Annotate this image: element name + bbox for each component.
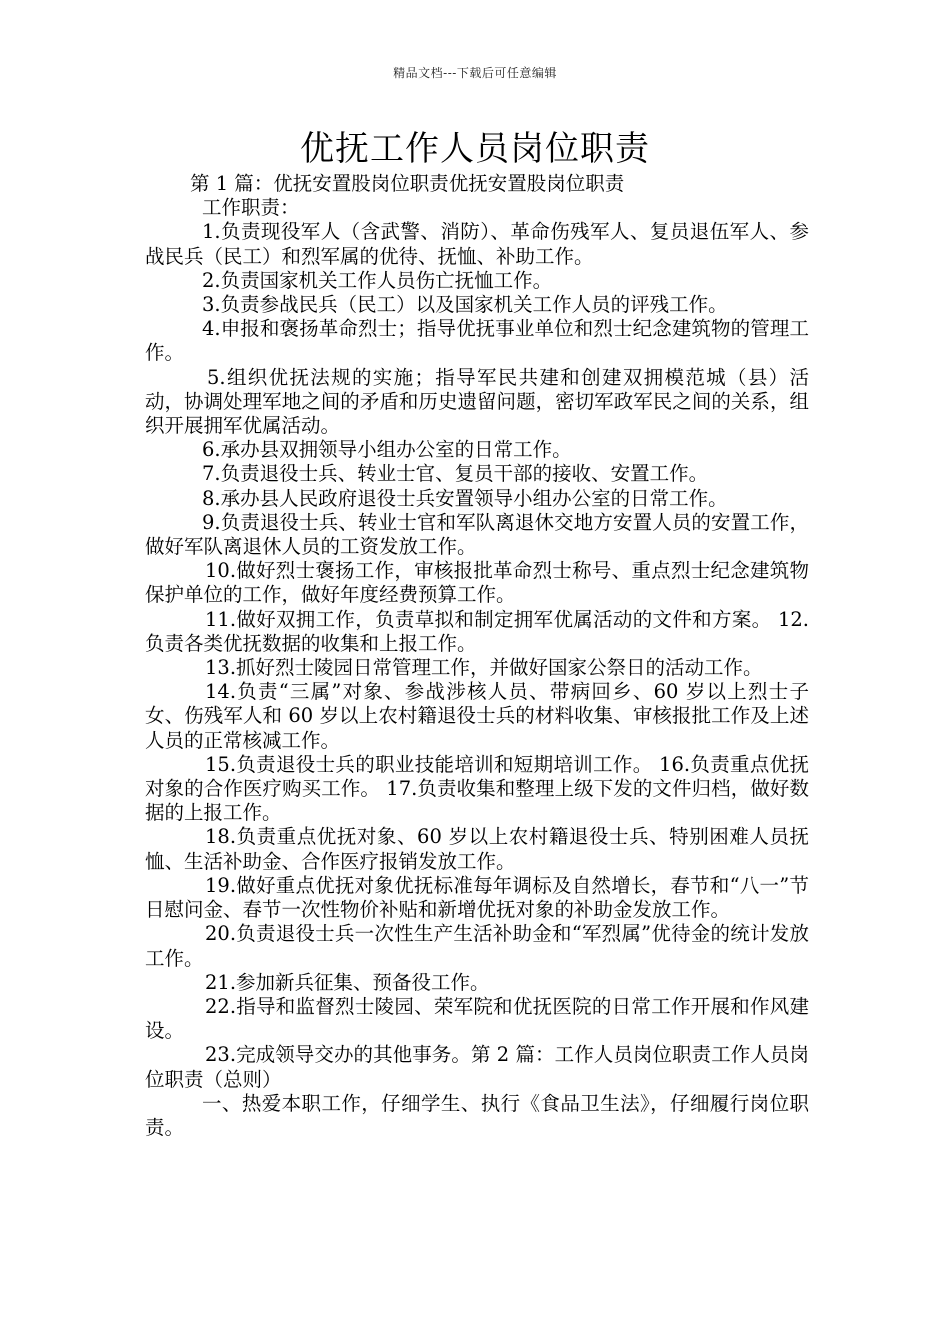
paragraph: 3.负责参战民兵（民工）以及国家机关工作人员的评残工作。 bbox=[202, 293, 728, 317]
paragraph: 一、热爱本职工作，仔细学生、执行《食品卫生法》，仔细履行岗位职责。 bbox=[145, 1091, 809, 1139]
section-heading: 工作职责： bbox=[202, 196, 300, 220]
page-header-note: 精品文档---下载后可任意编辑 bbox=[393, 66, 557, 80]
paragraph: 4.申报和褒扬革命烈士；指导优抚事业单位和烈士纪念建筑物的管理工作。 bbox=[145, 317, 809, 365]
paragraph: 11.做好双拥工作，负责草拟和制定拥军优属活动的文件和方案。 12.负责各类优抚数据的收集和上报工作。 bbox=[145, 607, 809, 655]
paragraph: 5.组织优抚法规的实施；指导军民共建和创建双拥模范城（县）活动，协调处理军地之间的矛盾和历史遗留问题，密切军政军民之间的关系，组织开展拥军优属活动。 bbox=[145, 365, 809, 438]
paragraph: 7.负责退役士兵、转业士官、复员干部的接收、安置工作。 bbox=[202, 462, 709, 486]
paragraph: 19.做好重点优抚对象优抚标准每年调标及自然增长，春节和“八一”节日慰问金、春节一次性物价补贴和新增优抚对象的补助金发放工作。 bbox=[145, 873, 809, 922]
document-body bbox=[145, 172, 809, 1140]
paragraph: 14.负责“三属”对象、参战涉核人员、带病回乡、60 岁以上烈士子女、伤残军人和 60 岁以上农村籍退役士兵的材料收集、审核报批工作及上述人员的正常核减工作。 bbox=[145, 680, 809, 752]
paragraph: 2.负责国家机关工作人员伤亡抚恤工作。 bbox=[202, 268, 553, 292]
paragraph: 15.负责退役士兵的职业技能培训和短期培训工作。 16.负责重点优抚对象的合作医疗购买工作。 17.负责收集和整理上级下发的文件归档，做好数据的上报工作。 bbox=[145, 752, 809, 825]
paragraph: 6.承办县双拥领导小组办公室的日常工作。 bbox=[202, 438, 572, 462]
paragraph: 23.完成领导交办的其他事务。第 2 篇：工作人员岗位职责工作人员岗位职责（总则） bbox=[145, 1043, 809, 1091]
paragraph: 9.负责退役士兵、转业士官和军队离退休交地方安置人员的安置工作，做好军队离退休人员的工资发放工作。 bbox=[145, 510, 809, 559]
paragraph: 18.负责重点优抚对象、60 岁以上农村籍退役士兵、特别困难人员抚恤、生活补助金、合作医疗报销发放工作。 bbox=[145, 825, 809, 873]
paragraph: 8.承办县人民政府退役士兵安置领导小组办公室的日常工作。 bbox=[202, 486, 728, 510]
paragraph: 1.负责现役军人（含武警、消防）、革命伤残军人、复员退伍军人、参战民兵（民工）和烈军属的优待、抚恤、补助工作。 bbox=[145, 220, 809, 268]
paragraph: 13.抓好烈士陵园日常管理工作，并做好国家公祭日的活动工作。 bbox=[205, 656, 763, 680]
paragraph: 22.指导和监督烈士陵园、荣军院和优抚医院的日常工作开展和作风建设。 bbox=[145, 994, 809, 1043]
paragraph: 20.负责退役士兵一次性生产生活补助金和“军烈属”优待金的统计发放工作。 bbox=[145, 922, 809, 970]
document-title: 优抚工作人员岗位职责 bbox=[300, 129, 650, 169]
paragraph: 21.参加新兵征集、预备役工作。 bbox=[205, 970, 490, 994]
paragraph: 10.做好烈士褒扬工作，审核报批革命烈士称号、重点烈士纪念建筑物保护单位的工作，做好年度经费预算工作。 bbox=[145, 559, 809, 607]
subtitle-line: 第 1 篇：优抚安置股岗位职责优抚安置股岗位职责 bbox=[190, 172, 625, 195]
